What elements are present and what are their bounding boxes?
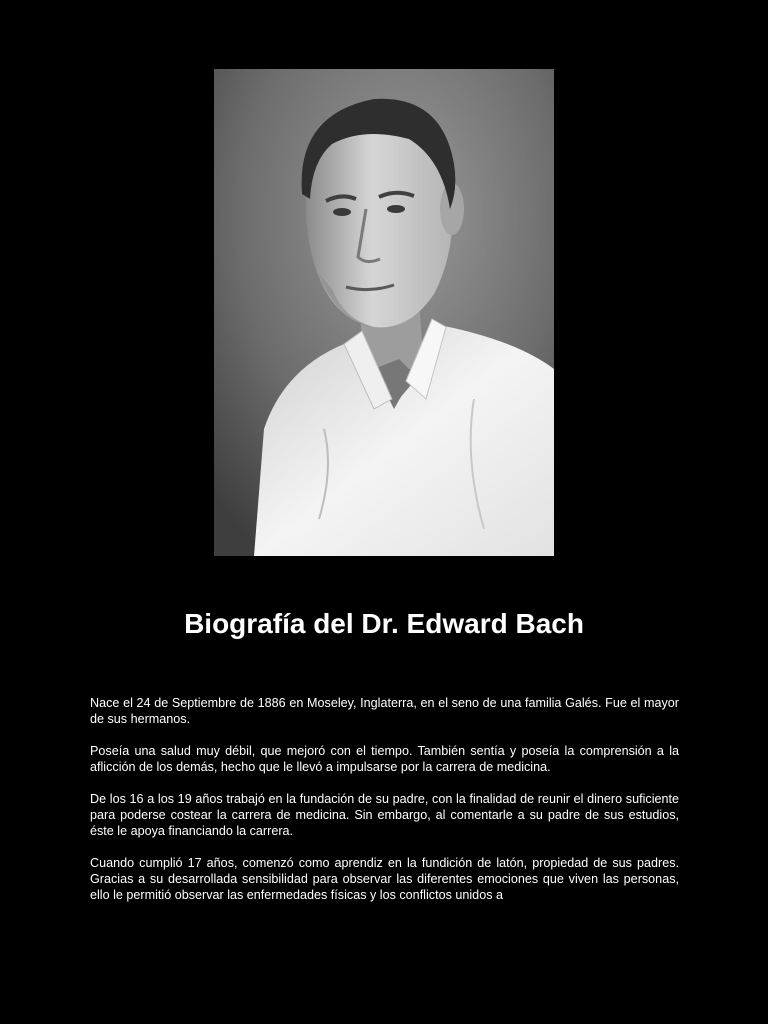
paragraph: Cuando cumplió 17 años, comenzó como aprendiz en la fundición de latón, propiedad de sus padres. Gracias a su desarrollada sensibilidad para observar las diferentes emociones que viven las personas, ello le permitió observar las enfermedades físicas y los conflictos unidos a [90, 856, 679, 902]
paragraph: Nace el 24 de Septiembre de 1886 en Moseley, Inglaterra, en el seno de una familia Galés. Fue el mayor de sus hermanos. [90, 696, 679, 726]
portrait-photo [214, 69, 554, 556]
paragraph: Poseía una salud muy débil, que mejoró con el tiempo. También sentía y poseía la comprensión a la aflicción de los demás, hecho que le llevó a impulsarse por la carrera de medicina. [90, 744, 679, 774]
paragraph: De los 16 a los 19 años trabajó en la fundación de su padre, con la finalidad de reunir el dinero suficiente para poderse costear la carrera de medicina. Sin embargo, al comentarle a su padre de sus estudios, éste le apoya financiando la carrera. [90, 792, 679, 838]
page-title: Biografía del Dr. Edward Bach [184, 608, 584, 639]
portrait-illustration [214, 69, 554, 556]
biography-text [90, 695, 679, 919]
